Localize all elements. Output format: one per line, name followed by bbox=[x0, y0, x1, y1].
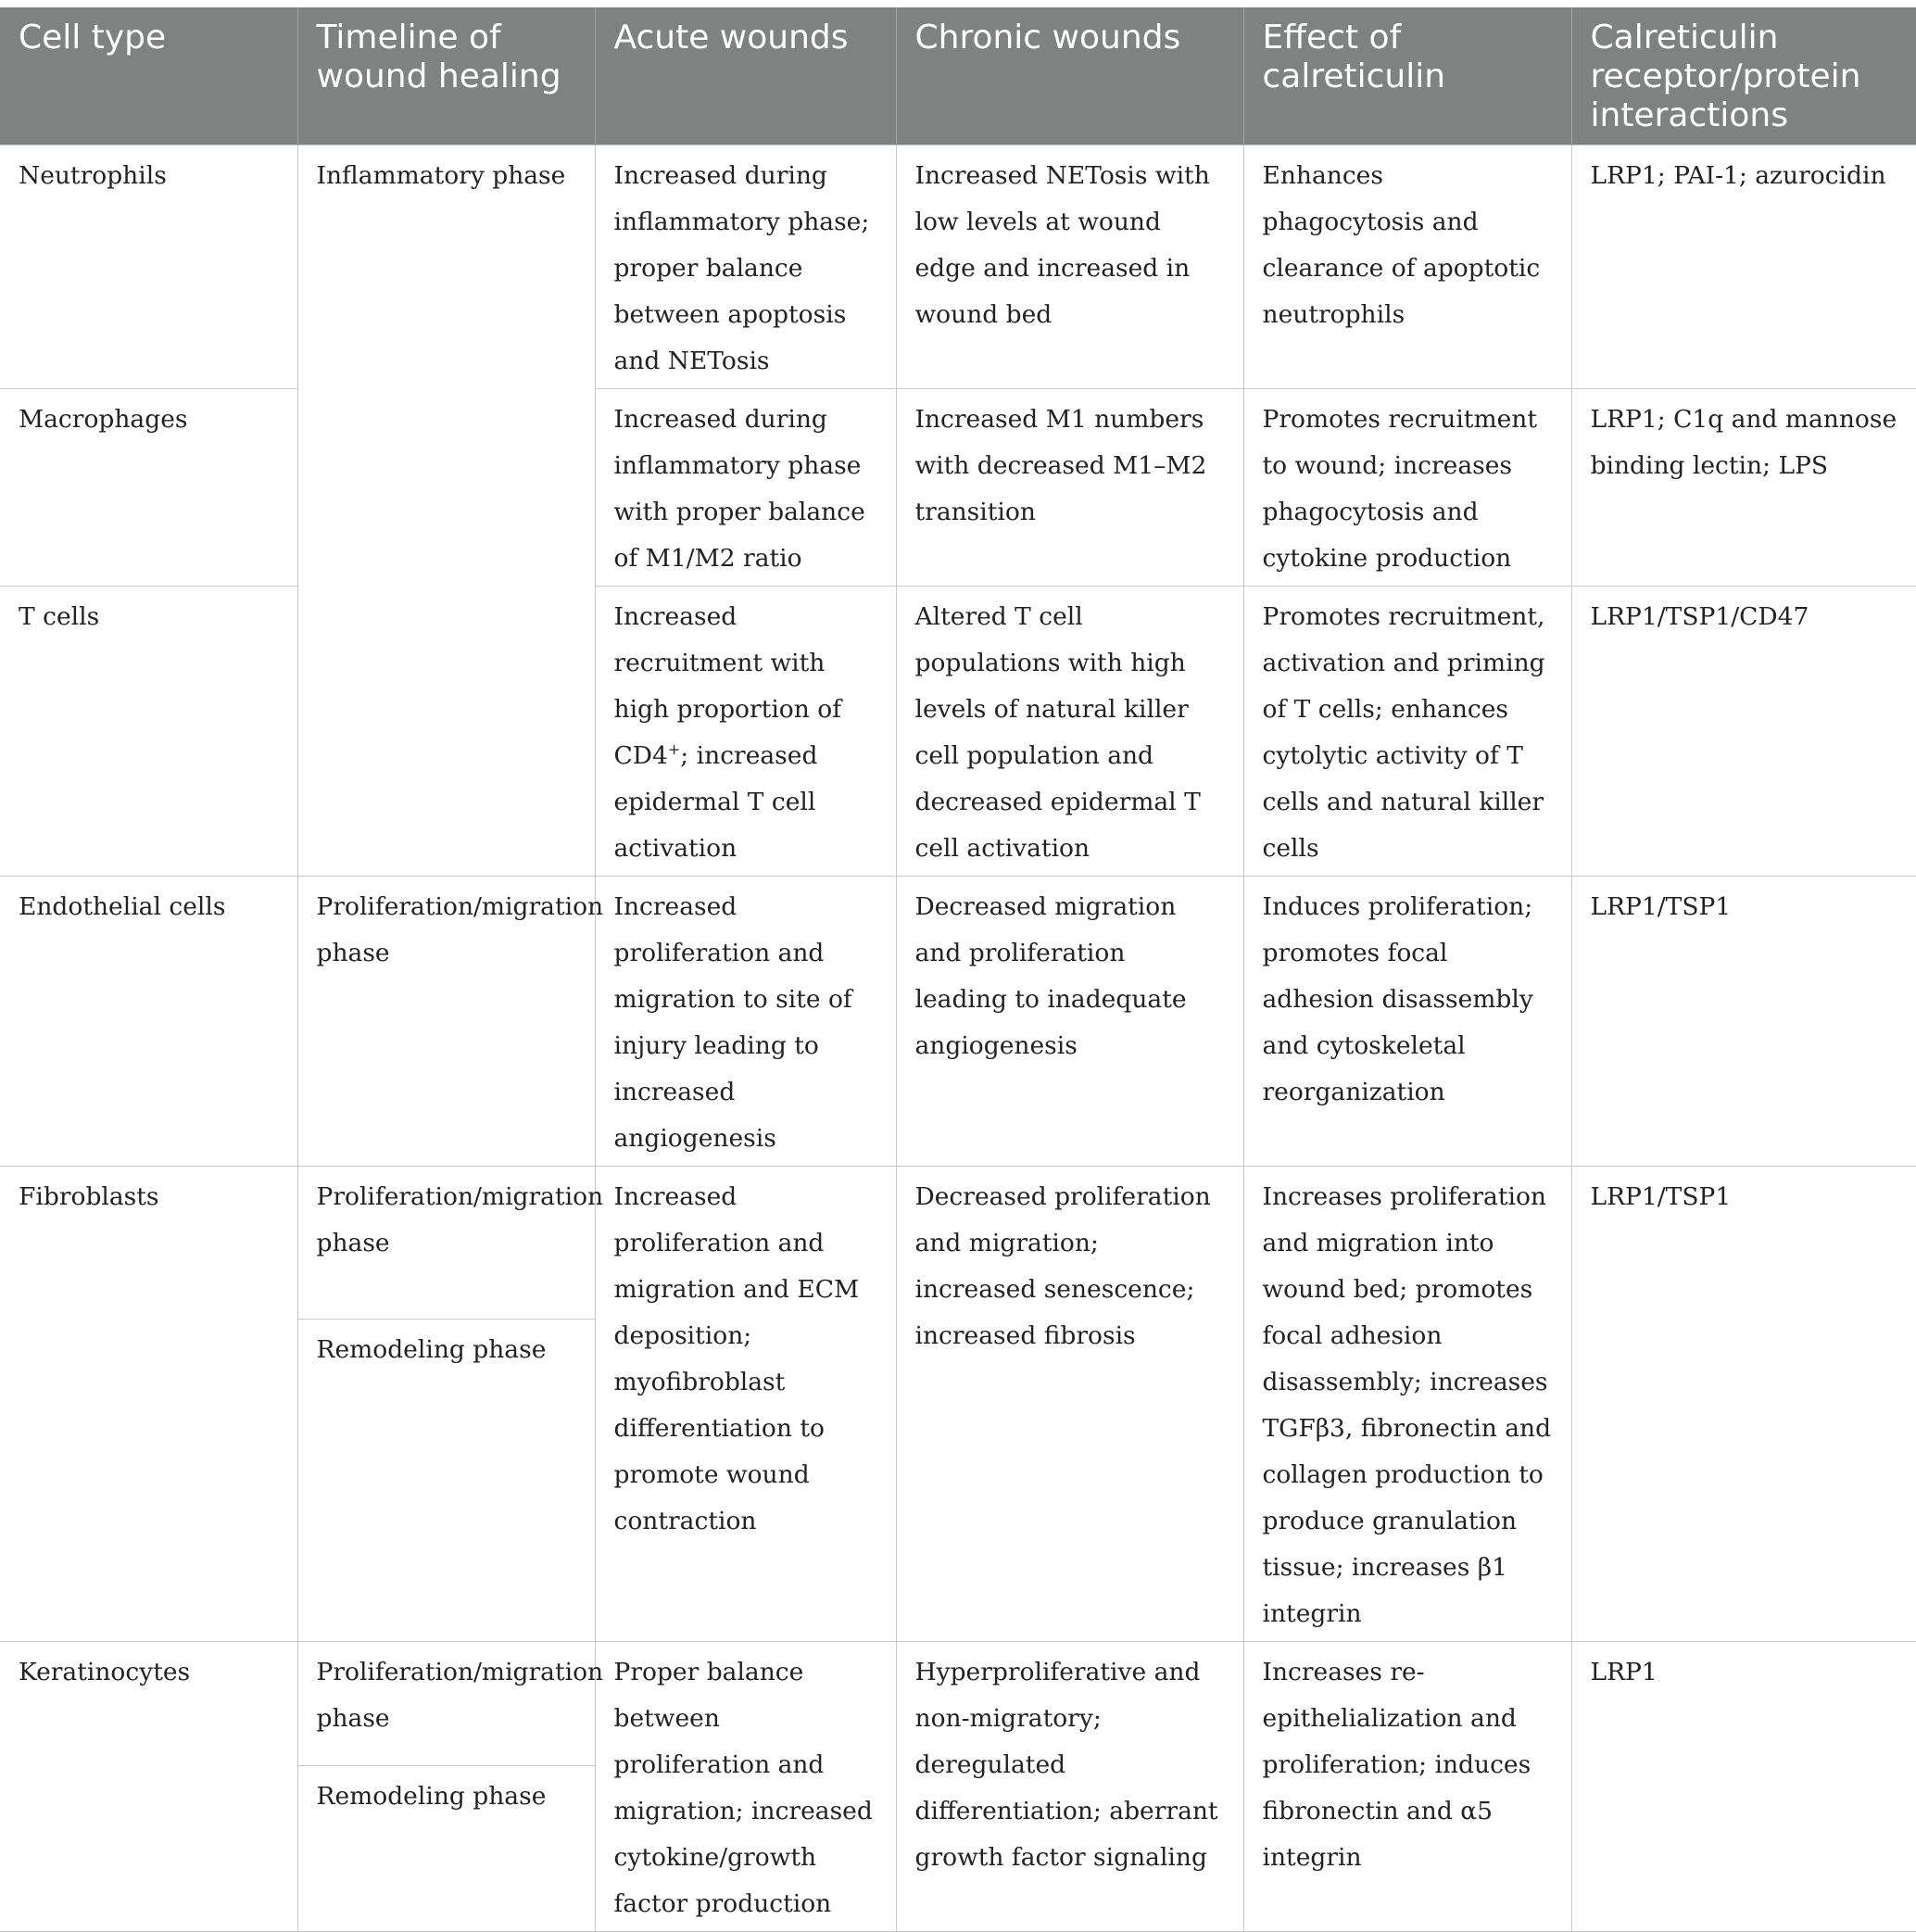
chronic-cell: Increased M1 numbers with decreased M1–M2 transition bbox=[896, 389, 1243, 587]
timeline-cell: Remodeling phase bbox=[297, 1320, 595, 1642]
chronic-cell: Decreased migration and proliferation leading to inadequate angiogenesis bbox=[896, 877, 1243, 1167]
superscript-plus: + bbox=[667, 740, 681, 759]
interactions-cell: LRP1; PAI-1; azurocidin bbox=[1571, 145, 1916, 389]
table-row-t-cells bbox=[0, 587, 1916, 877]
acute-cell bbox=[595, 587, 896, 877]
effect-cell: Increases re-epithelialization and proliferation; induces fibronectin and α5 integrin bbox=[1243, 1642, 1571, 1932]
interactions-cell: LRP1/TSP1/CD47 bbox=[1571, 587, 1916, 877]
chronic-cell: Altered T cell populations with high levels of natural killer cell population and decreased epidermal T cell activation bbox=[896, 587, 1243, 877]
acute-text: Increased recruitment with high proportion of CD4 bbox=[613, 602, 842, 770]
timeline-cell: Proliferation/migration phase bbox=[297, 1642, 595, 1766]
chronic-cell: Increased NETosis with low levels at wound edge and increased in wound bed bbox=[896, 145, 1243, 389]
acute-cell: Increased proliferation and migration and ECM deposition; myofibroblast differentiation to promote wound contraction bbox=[595, 1167, 896, 1642]
header-row bbox=[0, 7, 1916, 145]
table-row-macrophages bbox=[0, 389, 1916, 587]
chronic-cell: Decreased proliferation and migration; increased senescence; increased fibrosis bbox=[896, 1167, 1243, 1642]
header-timeline: Timeline of wound healing bbox=[297, 7, 595, 145]
table-row-endothelial-cells bbox=[0, 877, 1916, 1167]
acute-text-end: ; increased epidermal T cell activation bbox=[613, 741, 818, 863]
acute-cell: Increased during inflammatory phase with proper balance of M1/M2 ratio bbox=[595, 389, 896, 587]
timeline-cell: Proliferation/migration phase bbox=[297, 1167, 595, 1320]
header-receptor-interactions: Calreticulin receptor/protein interactions bbox=[1571, 7, 1916, 145]
cell-type: Keratinocytes bbox=[0, 1642, 297, 1932]
cell-type: Neutrophils bbox=[0, 145, 297, 389]
header-effect-of-calreticulin: Effect of calreticulin bbox=[1243, 7, 1571, 145]
effect-cell: Promotes recruitment, activation and priming of T cells; enhances cytolytic activity of T cells and natural killer cells bbox=[1243, 587, 1571, 877]
effect-cell: Induces proliferation; promotes focal adhesion disassembly and cytoskeletal reorganization bbox=[1243, 877, 1571, 1167]
interactions-cell: LRP1 bbox=[1571, 1642, 1916, 1932]
timeline-cell: Remodeling phase bbox=[297, 1766, 595, 1932]
cell-type: Macrophages bbox=[0, 389, 297, 587]
cell-type: Endothelial cells bbox=[0, 877, 297, 1167]
timeline-cell: Proliferation/migration phase bbox=[297, 877, 595, 1167]
cell-type: T cells bbox=[0, 587, 297, 877]
interactions-cell: LRP1/TSP1 bbox=[1571, 877, 1916, 1167]
table-row-fibroblasts bbox=[0, 1167, 1916, 1320]
header-chronic-wounds: Chronic wounds bbox=[896, 7, 1243, 145]
cell-type: Fibroblasts bbox=[0, 1167, 297, 1642]
timeline-cell: Inflammatory phase bbox=[297, 145, 595, 877]
acute-cell: Increased during inflammatory phase; proper balance between apoptosis and NETosis bbox=[595, 145, 896, 389]
effect-cell: Promotes recruitment to wound; increases phagocytosis and cytokine production bbox=[1243, 389, 1571, 587]
interactions-cell: LRP1; C1q and mannose binding lectin; LPS bbox=[1571, 389, 1916, 587]
effect-cell: Enhances phagocytosis and clearance of apoptotic neutrophils bbox=[1243, 145, 1571, 389]
header-cell-type: Cell type bbox=[0, 7, 297, 145]
interactions-cell: LRP1/TSP1 bbox=[1571, 1167, 1916, 1642]
acute-cell: Proper balance between proliferation and migration; increased cytokine/growth factor production bbox=[595, 1642, 896, 1932]
table-row-neutrophils bbox=[0, 145, 1916, 389]
wound-healing-table bbox=[0, 7, 1916, 1932]
chronic-cell: Hyperproliferative and non-migratory; deregulated differentiation; aberrant growth factor signaling bbox=[896, 1642, 1243, 1932]
header-acute-wounds: Acute wounds bbox=[595, 7, 896, 145]
table-row-keratinocytes bbox=[0, 1642, 1916, 1766]
effect-cell: Increases proliferation and migration into wound bed; promotes focal adhesion disassembly; increases TGFβ3, fibronectin and collagen production to produce granulation tissue; increases β1 integrin bbox=[1243, 1167, 1571, 1642]
acute-cell: Increased proliferation and migration to site of injury leading to increased angiogenesis bbox=[595, 877, 896, 1167]
